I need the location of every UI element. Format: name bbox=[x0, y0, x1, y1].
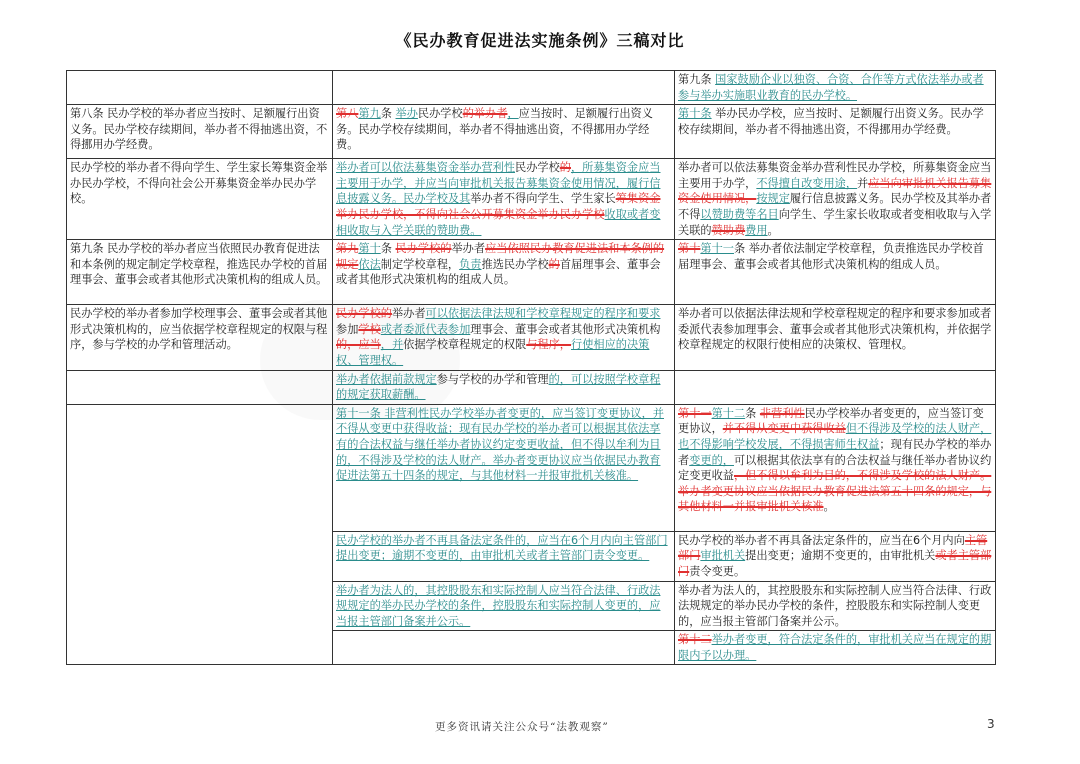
text-run: 制定学校章程， bbox=[380, 257, 460, 271]
text-run: 并 bbox=[857, 176, 869, 190]
deleted-text: 第九 bbox=[336, 242, 359, 256]
table-row bbox=[67, 159, 996, 240]
inserted-text: 举办 bbox=[395, 107, 418, 121]
text-run: 条 bbox=[380, 242, 396, 256]
text-run: 民办学校的举办者不再具备法定条件的，应当在6个月内向 bbox=[678, 533, 965, 547]
text-run: 推选民办学校 bbox=[481, 257, 549, 271]
text-run: 民办学校 bbox=[417, 107, 463, 121]
inserted-text: 费用 bbox=[745, 223, 768, 237]
deleted-text: 应当向审批机关报告募集资金使用情况， bbox=[678, 176, 992, 206]
text-run: 理事会、董事会或者其他形式决策机构 bbox=[470, 322, 661, 336]
inserted-text: 可以依据法律法规和学校章程规定的程序和要求 bbox=[425, 307, 661, 321]
deleted-text: 的 bbox=[559, 161, 571, 175]
cell-draft3 bbox=[675, 370, 996, 404]
inserted-text: 不得擅自改变用途， bbox=[756, 176, 858, 190]
text-run: 应当按时、足额履行出资义务。民办学校存续期间，举办者不得抽逃出资，不得挪用办学经费。 bbox=[336, 107, 653, 152]
cell-draft2 bbox=[333, 305, 675, 370]
inserted-text: 负责 bbox=[459, 257, 482, 271]
inserted-text: 第十一 bbox=[700, 242, 734, 256]
deleted-text: 与程序， bbox=[526, 338, 571, 352]
deleted-text: 并不得从变更中获得收益 bbox=[722, 422, 846, 436]
text-run: 民办学校 bbox=[515, 161, 560, 175]
cell-draft3 bbox=[675, 105, 996, 159]
cell-draft2 bbox=[333, 581, 675, 631]
table-row bbox=[67, 305, 996, 370]
text-run: 。 bbox=[767, 223, 779, 237]
deleted-text: 第八 bbox=[336, 107, 359, 121]
cell-draft1 bbox=[67, 370, 333, 404]
text-run: 举办者可以依据法律法规和学校章程规定的程序和要求参加或者委派代表参加理事会、董事会或者其他形式决策机构，并依据学校章程规定的权限行使相应的决策权、管理权。 bbox=[678, 307, 992, 352]
cell-draft3 bbox=[675, 404, 996, 531]
inserted-text: ， bbox=[507, 107, 519, 121]
cell-draft2 bbox=[333, 71, 675, 105]
cell-draft3 bbox=[675, 240, 996, 305]
text-run: 条 bbox=[745, 406, 760, 420]
inserted-text: 以赞助费等名目 bbox=[700, 207, 779, 221]
cell-draft2 bbox=[333, 159, 675, 240]
deleted-text: 第十 bbox=[678, 242, 701, 256]
cell-draft1 bbox=[67, 105, 333, 159]
inserted-text: 变更的， bbox=[689, 453, 734, 467]
deleted-text: 民办学校的 bbox=[395, 242, 452, 256]
inserted-text: 按规定 bbox=[756, 192, 790, 206]
cell-draft1 bbox=[67, 240, 333, 305]
cell-draft1 bbox=[67, 159, 333, 240]
inserted-text: 国家鼓励企业以独资、合资、合作等方式依法举办或者参与举办实施职业教育的民办学校。 bbox=[678, 73, 984, 102]
inserted-text: ，所募集资金应当主要用于办学，并应当向审批机关报告募集资金使用情况，履行信息披露义务。民办学校及其 bbox=[336, 161, 661, 206]
deleted-text: 第十一 bbox=[678, 406, 712, 420]
cell-draft2 bbox=[333, 631, 675, 665]
text-run: 责令变更。 bbox=[689, 564, 746, 578]
cell-draft2 bbox=[333, 531, 675, 581]
text-run: ；现有民办学校的举办者 bbox=[678, 437, 992, 467]
cell-draft2 bbox=[333, 240, 675, 305]
cell-draft3 bbox=[675, 531, 996, 581]
inserted-text: 举办者变更，符合法定条件的，审批机关应当在规定的期限内予以办理。 bbox=[678, 633, 992, 662]
text-run: 举办者 bbox=[391, 307, 426, 321]
text-run: 民办学校的举办者不得向学生、学生家长筹集资金举办民办学校，不得向社会公开募集资金举办民办学校。 bbox=[70, 161, 328, 206]
inserted-text: 第十 bbox=[358, 242, 381, 256]
cell-draft1 bbox=[67, 404, 333, 665]
text-run: 举办者为法人的，其控股股东和实际控制人应当符合法律、行政法规规定的举办民办学校的条件，控股股东和实际控制人变更的，应当报主管部门备案并公示。 bbox=[678, 583, 992, 628]
inserted-text: 举办者可以依法募集资金举办营利性 bbox=[336, 161, 516, 175]
deleted-text: 的 bbox=[548, 257, 560, 271]
inserted-text: 第十条 bbox=[678, 107, 712, 121]
deleted-text: 第十二 bbox=[678, 633, 712, 647]
deleted-text: 民办学校的 bbox=[336, 307, 392, 321]
inserted-text: 举办者为法人的，其控股股东和实际控制人应当符合法律、行政法规规定的举办民办学校的条件，控股股东和实际控制人变更的，应当报主管部门备案并公示。 bbox=[336, 583, 661, 628]
text-run: 。 bbox=[823, 500, 835, 514]
text-run: 民办学校的举办者参加学校理事会、董事会或者其他形式决策机构的，应当依据学校章程规定的权限与程序，参与学校的办学和管理活动。 bbox=[70, 307, 328, 352]
inserted-text: 第九 bbox=[358, 107, 381, 121]
page-number: 3 bbox=[987, 717, 995, 731]
cell-draft3 bbox=[675, 581, 996, 631]
deleted-text: 或者主管部门 bbox=[678, 549, 992, 578]
text-run: 举办者 bbox=[451, 242, 486, 256]
inserted-text: 民办学校的举办者不再具备法定条件的，应当在6个月内向主管部门提出变更；逾期不变更的，由审批机关或者主管部门责令变更。 bbox=[336, 533, 668, 563]
text-run: 向学生、学生家长收取或者变相收取与入学关联的 bbox=[678, 207, 992, 237]
inserted-text: 或者委派代表参加 bbox=[380, 322, 471, 336]
inserted-text: 举办者依据前款规定 bbox=[336, 372, 437, 386]
cell-draft2 bbox=[333, 105, 675, 159]
text-run: 提出变更；逾期不变更的，由审批机关 bbox=[745, 549, 936, 563]
cell-draft2 bbox=[333, 404, 675, 531]
table-row bbox=[67, 71, 996, 105]
inserted-text: 但不得涉及学校的法人财产，也不得影响学校发展，不得损害师生权益 bbox=[678, 422, 992, 451]
text-run: 可以根据其依法享有的合法权益与继任举办者协议约定变更收益 bbox=[678, 453, 992, 483]
text-run: 举办者不得向学生、学生家长 bbox=[470, 192, 616, 206]
comparison-table bbox=[66, 70, 996, 665]
deleted-text: 赞助费 bbox=[711, 223, 746, 237]
page-title: 《民办教育促进法实施条例》三稿对比 bbox=[395, 31, 685, 50]
deleted-text: 的，应当 bbox=[336, 338, 381, 352]
text-run: 举办民办学校，应当按时、足额履行出资义务。民办学校存续期间，举办者不得抽逃出资，不得挪用办学经费。 bbox=[678, 107, 984, 136]
deleted-text: 非营利性 bbox=[759, 406, 805, 420]
table-row bbox=[67, 370, 996, 404]
inserted-text: 收取或者变相收取与入学关联的赞助费。 bbox=[336, 207, 661, 237]
text-run: 条 bbox=[380, 107, 396, 121]
inserted-text: 依法 bbox=[358, 257, 381, 271]
inserted-text: 第十二 bbox=[711, 406, 746, 420]
text-run: 第九条 bbox=[678, 73, 716, 86]
deleted-text: 学校 bbox=[358, 322, 381, 336]
deleted-text: 筹集资金举办民办学校，不得向社会公开募集资金举办民办学校 bbox=[336, 192, 661, 221]
text-run: 第八条 民办学校的举办者应当按时、足额履行出资义务。民办学校存续期间，举办者不得抽逃出资，不得挪用办学经费。 bbox=[70, 107, 328, 152]
text-run: 履行信息披露义务。民办学校及其举办者不得 bbox=[678, 192, 992, 221]
footer-note: 更多资讯请关注公众号“法教观察” bbox=[435, 721, 609, 733]
text-run: 条 举办者依法制定学校章程，负责推选民办学校首届理事会、董事会或者其他形式决策机构的组成人员。 bbox=[678, 242, 984, 271]
cell-draft3 bbox=[675, 159, 996, 240]
table-row bbox=[67, 240, 996, 305]
text-run: 举办者可以依法募集资金举办营利性民办学校，所募集资金应当主要用于办学， bbox=[678, 161, 992, 190]
table-row bbox=[67, 105, 996, 159]
deleted-text: ，但不得以牟利为目的，不得涉及学校的法人财产。举办者变更协议应当依据民办教育促进法第五十四条的规定，与其他材料一并报审批机关核准 bbox=[678, 469, 992, 514]
inserted-text: 第十一条 非营利性民办学校举办者变更的，应当签订变更协议，并不得从变更中获得收益；现有民办学校的举办者可以根据其依法享有的合法权益与继任举办者协议约定变更收益，但不得以牟利为目的，不得涉及学校的法人财产。举办者变更协议应当依据民办教育促进法第五十四条的规定，与其他材料一并报审批机关核准。 bbox=[336, 406, 664, 483]
text-run: 参加 bbox=[336, 322, 359, 336]
deleted-text: 的举办者 bbox=[462, 107, 508, 121]
text-run: 首届理事会、董事会或者其他形式决策机构的组成人员。 bbox=[336, 257, 661, 287]
cell-draft1 bbox=[67, 305, 333, 370]
deleted-text: 应当依照民办教育促进法和本条例的规定 bbox=[336, 242, 665, 271]
text-run: 第九条 民办学校的举办者应当依照民办教育促进法和本条例的规定制定学校章程，推选民办学校的首届理事会、董事会或者其他形式决策机构的组成人员。 bbox=[70, 242, 328, 287]
inserted-text: 的，可以按照学校章程的规定获取薪酬。 bbox=[336, 372, 661, 402]
text-run: 参与学校的办学和管理 bbox=[436, 372, 549, 386]
inserted-text: ，并 bbox=[380, 338, 404, 352]
cell-draft1 bbox=[67, 71, 333, 105]
inserted-text: 审批机关 bbox=[700, 549, 746, 563]
inserted-text: 行使相应的决策权、管理权。 bbox=[336, 338, 650, 367]
deleted-text: 主管部门 bbox=[678, 533, 988, 563]
cell-draft3 bbox=[675, 305, 996, 370]
cell-draft2 bbox=[333, 370, 675, 404]
cell-draft3 bbox=[675, 631, 996, 665]
table-row bbox=[67, 404, 996, 531]
cell-draft3 bbox=[675, 71, 996, 105]
text-run: 依据学校章程规定的权限 bbox=[403, 338, 527, 352]
text-run: 民办学校举办者变更的，应当签订变更协议， bbox=[678, 406, 984, 436]
